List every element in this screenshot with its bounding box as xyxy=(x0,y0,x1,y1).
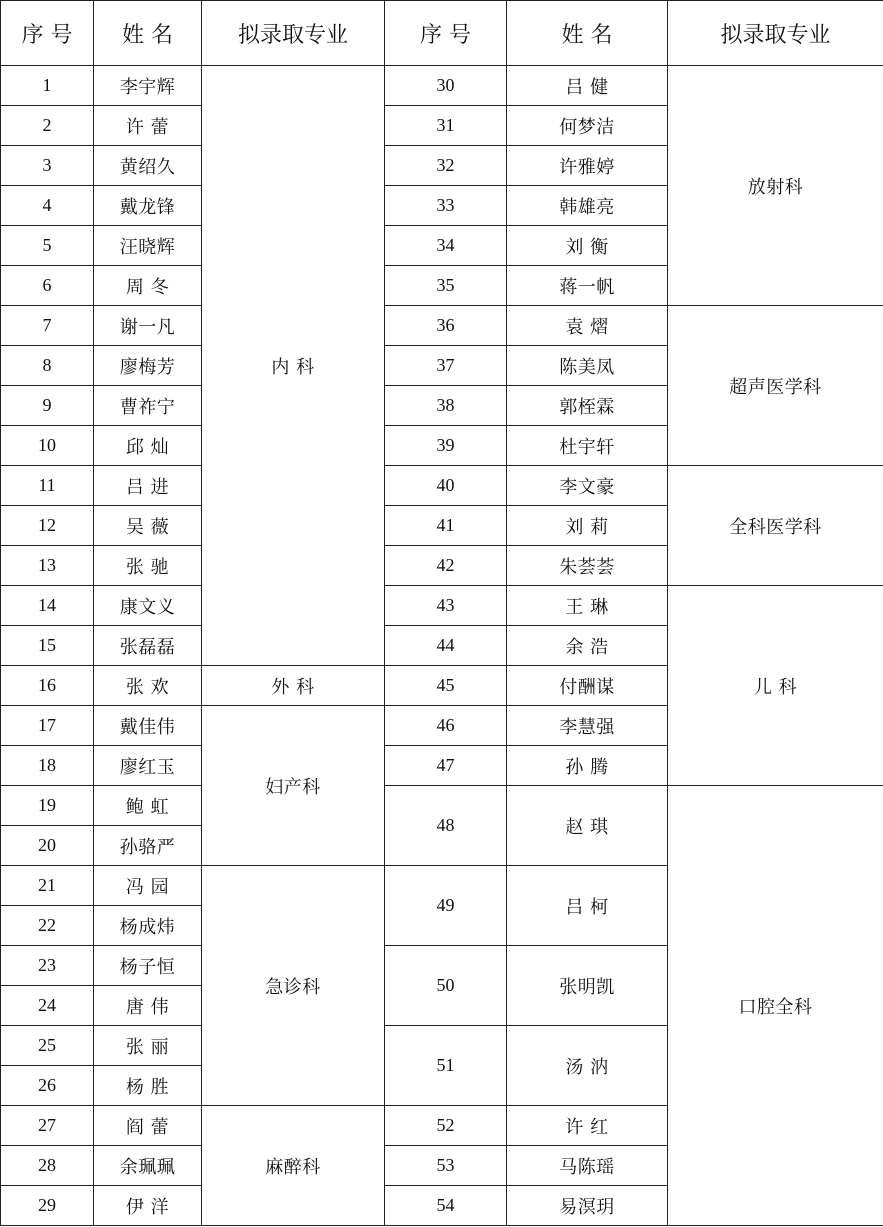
major-cell: 外 科 xyxy=(202,666,385,706)
student-name: 杨成炜 xyxy=(94,906,202,946)
row-number: 47 xyxy=(385,746,507,786)
row-number: 20 xyxy=(1,826,94,866)
row-number: 50 xyxy=(385,946,507,1026)
row-number: 27 xyxy=(1,1106,94,1146)
table-row xyxy=(1,786,883,826)
row-number: 29 xyxy=(1,1186,94,1226)
student-name: 孙 腾 xyxy=(507,746,668,786)
student-name: 王 琳 xyxy=(507,586,668,626)
row-number: 42 xyxy=(385,546,507,586)
row-number: 5 xyxy=(1,226,94,266)
row-number: 39 xyxy=(385,426,507,466)
student-name: 张磊磊 xyxy=(94,626,202,666)
row-number: 12 xyxy=(1,506,94,546)
student-name: 吕 健 xyxy=(507,66,668,106)
row-number: 19 xyxy=(1,786,94,826)
row-number: 11 xyxy=(1,466,94,506)
header-name: 姓 名 xyxy=(507,1,668,66)
student-name: 吕 进 xyxy=(94,466,202,506)
row-number: 51 xyxy=(385,1026,507,1106)
row-number: 9 xyxy=(1,386,94,426)
table-row xyxy=(1,306,883,346)
student-name: 张明凯 xyxy=(507,946,668,1026)
student-name: 郭桎霖 xyxy=(507,386,668,426)
row-number: 44 xyxy=(385,626,507,666)
student-name: 袁 熠 xyxy=(507,306,668,346)
student-name: 李慧强 xyxy=(507,706,668,746)
row-number: 54 xyxy=(385,1186,507,1226)
row-number: 45 xyxy=(385,666,507,706)
row-number: 18 xyxy=(1,746,94,786)
row-number: 33 xyxy=(385,186,507,226)
student-name: 汤 汭 xyxy=(507,1026,668,1106)
student-name: 伊 洋 xyxy=(94,1186,202,1226)
student-name: 鲍 虹 xyxy=(94,786,202,826)
row-number: 22 xyxy=(1,906,94,946)
student-name: 许 蕾 xyxy=(94,106,202,146)
row-number: 36 xyxy=(385,306,507,346)
row-number: 31 xyxy=(385,106,507,146)
student-name: 朱荟荟 xyxy=(507,546,668,586)
row-number: 24 xyxy=(1,986,94,1026)
row-number: 7 xyxy=(1,306,94,346)
header-name: 姓 名 xyxy=(94,1,202,66)
student-name: 吕 柯 xyxy=(507,866,668,946)
major-cell: 口腔全科 xyxy=(668,786,883,1226)
row-number: 1 xyxy=(1,66,94,106)
row-number: 25 xyxy=(1,1026,94,1066)
row-number: 32 xyxy=(385,146,507,186)
row-number: 15 xyxy=(1,626,94,666)
student-name: 赵 琪 xyxy=(507,786,668,866)
major-cell: 放射科 xyxy=(668,66,883,306)
student-name: 廖红玉 xyxy=(94,746,202,786)
student-name: 阎 蕾 xyxy=(94,1106,202,1146)
row-number: 6 xyxy=(1,266,94,306)
student-name: 冯 园 xyxy=(94,866,202,906)
student-name: 杜宇轩 xyxy=(507,426,668,466)
header-major: 拟录取专业 xyxy=(668,1,883,66)
student-name: 韩雄亮 xyxy=(507,186,668,226)
student-name: 张 欢 xyxy=(94,666,202,706)
student-name: 张 丽 xyxy=(94,1026,202,1066)
row-number: 16 xyxy=(1,666,94,706)
student-name: 戴龙锋 xyxy=(94,186,202,226)
row-number: 13 xyxy=(1,546,94,586)
student-name: 谢一凡 xyxy=(94,306,202,346)
student-name: 李宇辉 xyxy=(94,66,202,106)
student-name: 康文义 xyxy=(94,586,202,626)
student-name: 孙骆严 xyxy=(94,826,202,866)
row-number: 40 xyxy=(385,466,507,506)
header-number: 序 号 xyxy=(1,1,94,66)
major-cell: 儿 科 xyxy=(668,586,883,786)
student-name: 周 冬 xyxy=(94,266,202,306)
student-name: 戴佳伟 xyxy=(94,706,202,746)
row-number: 2 xyxy=(1,106,94,146)
major-cell: 全科医学科 xyxy=(668,466,883,586)
student-name: 刘 莉 xyxy=(507,506,668,546)
major-cell: 麻醉科 xyxy=(202,1106,385,1226)
row-number: 35 xyxy=(385,266,507,306)
student-name: 余珮珮 xyxy=(94,1146,202,1186)
student-name: 许雅婷 xyxy=(507,146,668,186)
student-name: 蒋一帆 xyxy=(507,266,668,306)
student-name: 付酬谋 xyxy=(507,666,668,706)
row-number: 43 xyxy=(385,586,507,626)
student-name: 陈美凤 xyxy=(507,346,668,386)
table-row xyxy=(1,466,883,506)
student-name: 何梦洁 xyxy=(507,106,668,146)
row-number: 52 xyxy=(385,1106,507,1146)
row-number: 48 xyxy=(385,786,507,866)
student-name: 黄绍久 xyxy=(94,146,202,186)
row-number: 53 xyxy=(385,1146,507,1186)
student-name: 刘 衡 xyxy=(507,226,668,266)
header-number: 序 号 xyxy=(385,1,507,66)
row-number: 30 xyxy=(385,66,507,106)
table-row xyxy=(1,586,883,626)
student-name: 易溟玥 xyxy=(507,1186,668,1226)
student-name: 张 驰 xyxy=(94,546,202,586)
major-cell: 内 科 xyxy=(202,66,385,666)
row-number: 41 xyxy=(385,506,507,546)
student-name: 马陈瑶 xyxy=(507,1146,668,1186)
student-name: 杨 胜 xyxy=(94,1066,202,1106)
major-cell: 妇产科 xyxy=(202,706,385,866)
row-number: 26 xyxy=(1,1066,94,1106)
row-number: 23 xyxy=(1,946,94,986)
student-name: 邱 灿 xyxy=(94,426,202,466)
student-name: 廖梅芳 xyxy=(94,346,202,386)
header-major: 拟录取专业 xyxy=(202,1,385,66)
row-number: 49 xyxy=(385,866,507,946)
row-number: 8 xyxy=(1,346,94,386)
row-number: 10 xyxy=(1,426,94,466)
row-number: 21 xyxy=(1,866,94,906)
row-number: 3 xyxy=(1,146,94,186)
major-cell: 超声医学科 xyxy=(668,306,883,466)
row-number: 38 xyxy=(385,386,507,426)
student-name: 曹祚宁 xyxy=(94,386,202,426)
student-name: 许 红 xyxy=(507,1106,668,1146)
row-number: 14 xyxy=(1,586,94,626)
student-name: 吴 薇 xyxy=(94,506,202,546)
row-number: 46 xyxy=(385,706,507,746)
table-row xyxy=(1,66,883,106)
student-name: 杨子恒 xyxy=(94,946,202,986)
row-number: 28 xyxy=(1,1146,94,1186)
student-name: 唐 伟 xyxy=(94,986,202,1026)
header-row xyxy=(1,1,883,66)
major-cell: 急诊科 xyxy=(202,866,385,1106)
row-number: 4 xyxy=(1,186,94,226)
row-number: 17 xyxy=(1,706,94,746)
student-name: 余 浩 xyxy=(507,626,668,666)
student-name: 李文豪 xyxy=(507,466,668,506)
row-number: 34 xyxy=(385,226,507,266)
row-number: 37 xyxy=(385,346,507,386)
student-name: 汪晓辉 xyxy=(94,226,202,266)
